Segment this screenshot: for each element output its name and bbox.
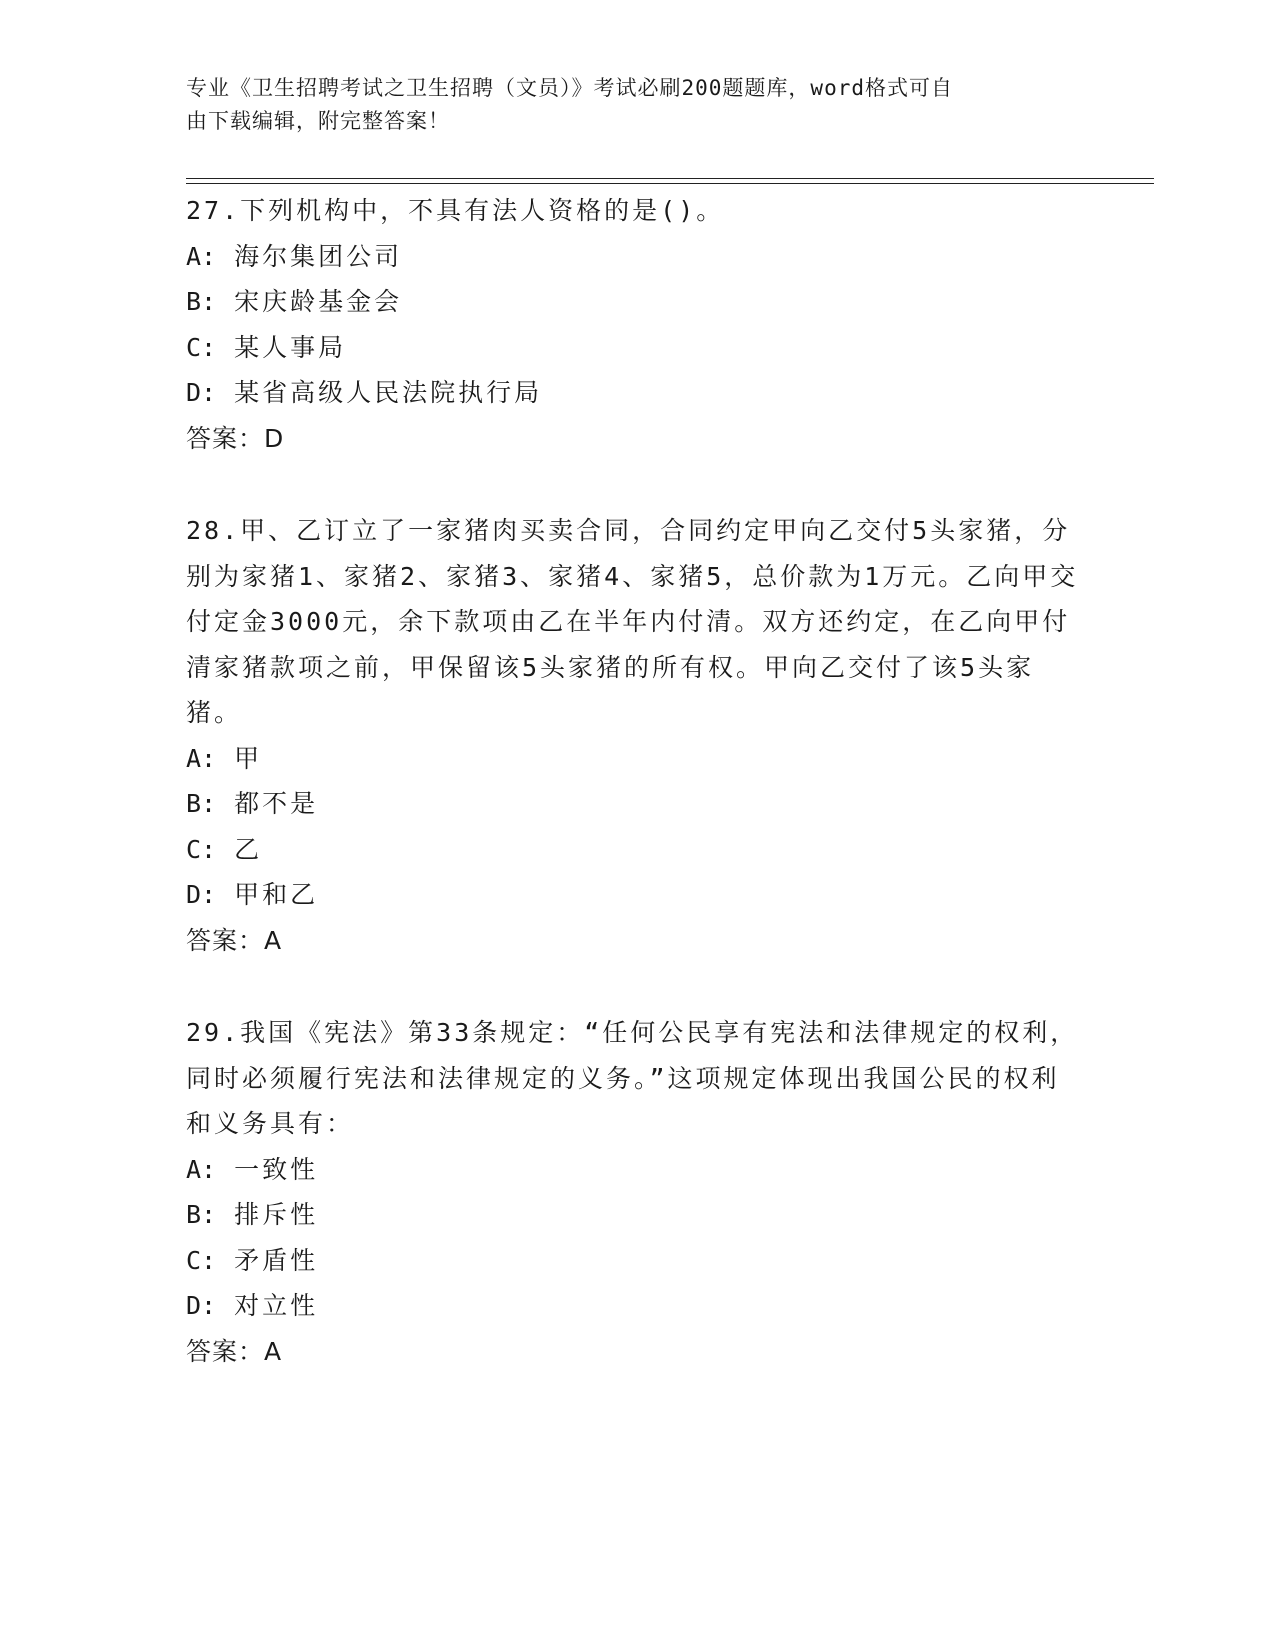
- option-letter: D:: [186, 880, 217, 909]
- option-letter: C:: [186, 1245, 217, 1275]
- option-letter: A:: [186, 241, 217, 271]
- option-text: 对立性: [234, 1291, 319, 1320]
- question-29: [186, 1010, 1086, 1374]
- option-letter: C:: [186, 834, 217, 864]
- option-b: [186, 1192, 1086, 1238]
- option-text: 排斥性: [234, 1200, 319, 1229]
- option-text: 甲: [234, 743, 263, 773]
- answer-line: 答案：D: [186, 423, 285, 453]
- header-divider-top: [186, 178, 1154, 179]
- option-letter: D:: [186, 1291, 217, 1320]
- option-letter: D:: [186, 378, 217, 407]
- question-28: [186, 508, 1086, 963]
- option-text: 矛盾性: [234, 1245, 319, 1275]
- option-text: 宋庆龄基金会: [234, 287, 403, 316]
- option-letter: B:: [186, 1200, 217, 1229]
- question-stem: 29.我国《宪法》第33条规定：“任何公民享有宪法和法律规定的权利，同时必须履行宪法和法律规定的义务。”这项规定体现出我国公民的权利和义务具有：: [186, 1018, 1079, 1138]
- option-c: [186, 1238, 1086, 1284]
- option-a: [186, 1147, 1086, 1193]
- option-c: [186, 827, 1086, 873]
- option-d: [186, 370, 1086, 416]
- header-line-1: 专业《卫生招聘考试之卫生招聘（文员）》考试必刷200题题库，word格式可自: [186, 76, 953, 100]
- option-text: 乙: [234, 834, 263, 864]
- header-divider-bottom: [186, 183, 1154, 184]
- option-letter: C:: [186, 332, 217, 362]
- header-line-2: 由下载编辑，附完整答案！: [186, 109, 450, 133]
- option-text: 海尔集团公司: [234, 241, 403, 271]
- question-stem: 28.甲、乙订立了一家猪肉买卖合同，合同约定甲向乙交付5头家猪，分别为家猪1、家猪2、家猪3、家猪4、家猪5，总价款为1万元。乙向甲交付定金3000元，余下款项由乙在半年内付清。双方还约定，在乙向甲付清家猪款项之前，甲保留该5头家猪的所有权。甲向乙交付了该5头家猪。: [186, 516, 1079, 727]
- option-a: [186, 234, 1086, 280]
- option-letter: B:: [186, 789, 217, 818]
- question-27: [186, 188, 1086, 461]
- option-a: [186, 736, 1086, 782]
- option-letter: A:: [186, 743, 217, 773]
- answer-line: 答案：A: [186, 1336, 283, 1366]
- option-text: 都不是: [234, 789, 319, 818]
- option-letter: A:: [186, 1154, 217, 1184]
- question-stem: 27.下列机构中，不具有法人资格的是()。: [186, 196, 725, 225]
- option-b: [186, 279, 1086, 325]
- option-b: [186, 781, 1086, 827]
- document-header: [186, 72, 1086, 138]
- answer-line: 答案：A: [186, 925, 283, 955]
- option-text: 甲和乙: [234, 880, 319, 909]
- option-d: [186, 1283, 1086, 1329]
- option-d: [186, 872, 1086, 918]
- option-letter: B:: [186, 287, 217, 316]
- option-c: [186, 325, 1086, 371]
- option-text: 某省高级人民法院执行局: [234, 378, 543, 407]
- option-text: 某人事局: [234, 332, 347, 362]
- option-text: 一致性: [234, 1154, 319, 1184]
